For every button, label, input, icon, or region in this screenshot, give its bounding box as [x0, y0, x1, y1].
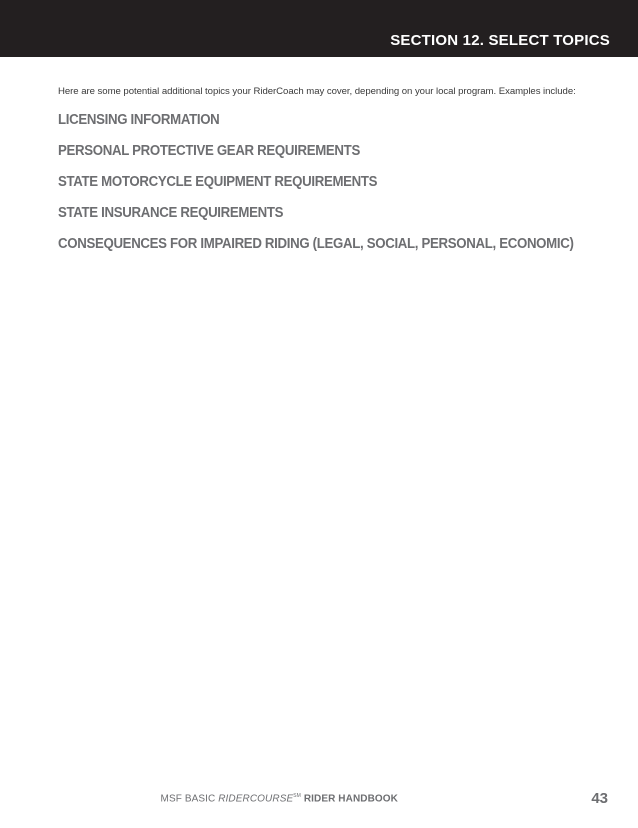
topic-item-protective-gear: PERSONAL PROTECTIVE GEAR REQUIREMENTS: [58, 143, 360, 159]
footer-handbook-title: [161, 793, 398, 804]
intro-paragraph: Here are some potential additional topics your RiderCoach may cover, depending on your local program. Examples include:: [58, 86, 576, 97]
footer-course-name: RIDERCOURSE: [218, 793, 294, 805]
footer-prefix: MSF BASIC: [160, 793, 219, 805]
topic-item-impaired-riding: CONSEQUENCES FOR IMPAIRED RIDING (LEGAL, SOCIAL, PERSONAL, ECONOMIC): [58, 236, 574, 252]
page-number: 43: [591, 790, 608, 807]
topic-list: [58, 112, 618, 267]
topic-item-insurance: STATE INSURANCE REQUIREMENTS: [58, 205, 284, 221]
page-footer: [0, 790, 638, 810]
footer-suffix: RIDER HANDBOOK: [300, 793, 398, 805]
header-bar: [0, 0, 638, 57]
footer-trademark: SM: [293, 793, 301, 799]
topic-item-equipment: STATE MOTORCYCLE EQUIPMENT REQUIREMENTS: [58, 174, 378, 190]
section-title: SECTION 12. SELECT TOPICS: [390, 32, 610, 49]
topic-item-licensing: LICENSING INFORMATION: [58, 112, 220, 128]
